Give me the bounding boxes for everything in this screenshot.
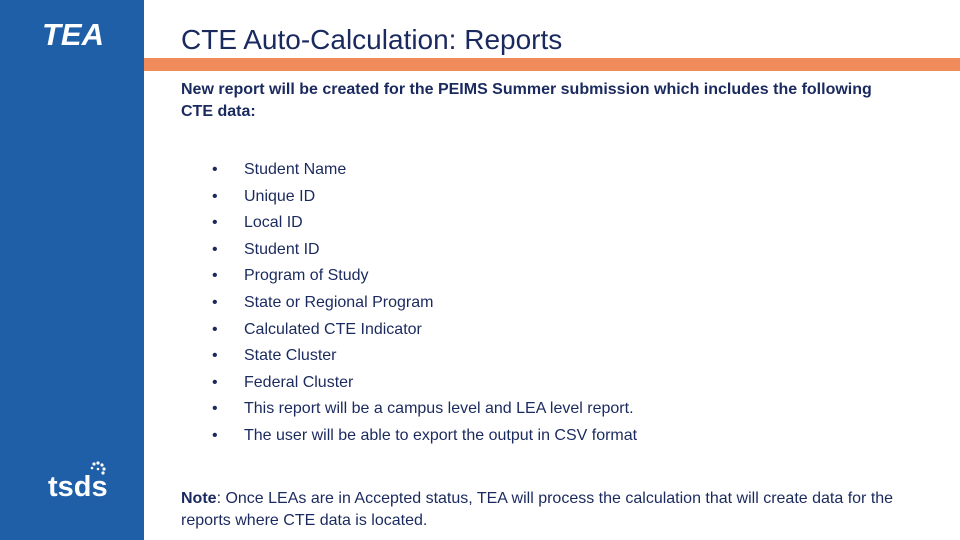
sidebar (0, 0, 144, 540)
list-item (212, 157, 637, 184)
tea-logo (40, 16, 124, 50)
note-paragraph (181, 488, 911, 532)
list-item-text: State or Regional Program (244, 293, 434, 311)
bullet-icon: • (212, 400, 218, 418)
list-item-text: Federal Cluster (244, 373, 354, 391)
intro-text: New report will be created for the PEIMS Summer submission which includes the following CTE data: (181, 81, 872, 120)
list-item (212, 396, 637, 423)
note-text: : Once LEAs are in Accepted status, TEA will process the calculation that will create data for the reports where CTE data is located. (181, 490, 894, 529)
title-accent-bar (144, 58, 960, 71)
list-item-text: Calculated CTE Indicator (244, 320, 422, 338)
list-item-text: Local ID (244, 214, 303, 232)
tsds-logo (46, 458, 118, 502)
list-item (212, 317, 637, 344)
bullet-icon: • (212, 267, 218, 285)
list-item-text: The user will be able to export the output in CSV format (244, 426, 638, 444)
list-item (212, 263, 637, 290)
list-item (212, 343, 637, 370)
bullet-icon: • (212, 161, 218, 178)
list-item (212, 210, 637, 237)
bullet-icon: • (212, 214, 218, 232)
list-item-text: State Cluster (244, 347, 337, 365)
list-item-text: Program of Study (244, 267, 369, 285)
list-item-text: Student ID (244, 240, 320, 258)
list-item-text: Student Name (244, 161, 347, 178)
bullet-icon: • (212, 373, 218, 391)
cte-data-list (212, 157, 637, 450)
list-item (212, 290, 637, 317)
list-item (212, 370, 637, 397)
slide-title: CTE Auto-Calculation: Reports (181, 24, 563, 55)
list-item-text: This report will be a campus level and LEA level report. (244, 400, 634, 418)
list-item (212, 184, 637, 211)
bullet-icon: • (212, 320, 218, 338)
bullet-icon: • (212, 426, 218, 444)
bullet-icon: • (212, 187, 218, 205)
tea-logo-text: TEA (42, 17, 104, 50)
note-label: Note (181, 490, 217, 507)
list-item-text: Unique ID (244, 187, 316, 205)
list-item (212, 423, 637, 450)
bullet-icon: • (212, 347, 218, 365)
tsds-logo-text: tsds (48, 471, 108, 502)
list-item (212, 237, 637, 264)
bullet-icon: • (212, 293, 218, 311)
bullet-icon: • (212, 240, 218, 258)
